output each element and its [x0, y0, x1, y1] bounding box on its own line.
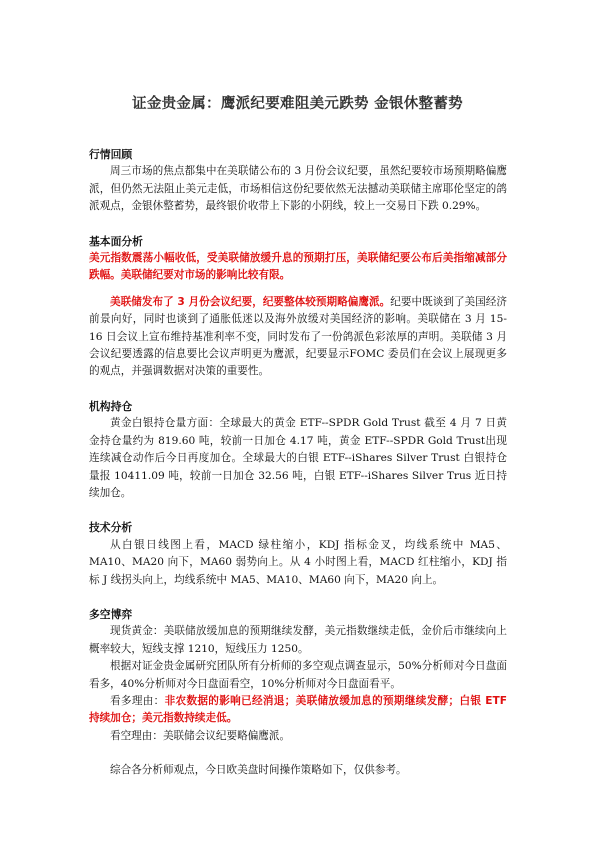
highlighted-text: 美联储发布了 3 月份会议纪要，纪要整体较预期略偏鹰派。 — [110, 295, 391, 308]
section-review — [89, 146, 507, 216]
paragraph: 周三市场的焦点都集中在美联储公布的 3 月份会议纪要，虽然纪要较市场预期略偏鹰派，但仍然无法阻止美元走低，市场相信这份纪要依然无法撼动美联储主席耶伦坚定的鸽派观点，金银休整蓄势，最终银价收带上下影的小阴线，较上一交易日下跌 0.29%。 — [89, 165, 507, 213]
section-heading: 行情回顾 — [89, 148, 133, 161]
bull-label: 看多理由： — [110, 694, 165, 707]
paragraph: 看空理由：美联储会议纪要略偏鹰派。 — [110, 729, 291, 742]
page-title: 证金贵金属：鹰派纪要难阻美元跌势 金银休整蓄势 — [132, 96, 463, 112]
section-heading: 技术分析 — [89, 521, 133, 535]
section-heading: 机构持仓 — [89, 399, 133, 413]
section-technical — [89, 519, 507, 589]
paragraph: 根据对证金贵金属研究团队所有分析师的多空观点调查显示，50%分析师对今日盘面看多，40%分析师对今日盘面看空，10%分析师对今日盘面看平。 — [89, 660, 507, 690]
paragraph — [89, 294, 507, 381]
highlighted-text: 美元指数震荡小幅收低，受美联储放缓升息的预期打压，美联储纪要公布后美指缩减部分跌幅。美联储纪要对市场的影响比较有限。 — [89, 252, 507, 282]
paragraph — [89, 250, 507, 285]
summary-paragraph: 综合各分析师观点，今日欧美盘时间操作策略如下，仅供参考。 — [110, 764, 407, 777]
paragraph: 从白银日线图上看，MACD 绿柱缩小，KDJ 指标金叉，均线系统中 MA5、MA10、MA20 向下，MA60 弱势向上。从 4 小时图上看，MACD 红柱缩小，KDJ 指标 J 线拐头向上，均线系统中 MA5、MA10、MA60 向下，MA20 向上。 — [89, 538, 507, 586]
paragraph — [89, 693, 507, 728]
section-holdings — [89, 398, 507, 502]
paragraph: 黄金白银持仓量方面：全球最大的黄金 ETF--SPDR Gold Trust 截至 4 月 7 日黄金持仓量约为 819.60 吨，较前一日加仓 4.17 吨，黄金 ETF--SPDR Gold Trust出现连续减仓动作后今日再度加仓。全球最大的白银 ETF--iShares Silver Trust 白银持仓量报 10411.09 吨，较前一日加仓 32.56 吨，白银 ETF--iShares Silver Trus 近日持续加仓。 — [89, 417, 507, 499]
section-heading: 基本面分析 — [89, 234, 143, 248]
section-game — [89, 606, 507, 745]
section-fundamental — [89, 233, 507, 381]
paragraph-text: 纪要中既谈到了美国经济前景向好，同时也谈到了通胀低迷以及海外放缓对美国经济的影响。美联储在 3 月 15-16 日会议上宣布维持基准利率不变，同时发布了一份鸽派色彩浓厚的声明。美联储 3 月会议纪要透露的信息要比会议声明更为鹰派，纪要显示FOMC 委员们在会议上展现更多的观点，并强调数据对决策的重要性。 — [89, 295, 508, 378]
highlighted-text: 非农数据的影响已经消退；美联储放缓加息的预期继续发酵；白银 ETF 持续加仓；美元指数持续走低。 — [89, 694, 508, 725]
section-heading: 多空博弈 — [89, 607, 133, 621]
report-body — [89, 146, 507, 780]
paragraph: 现货黄金：美联储放缓加息的预期继续发酵，美元指数继续走低，金价后市继续向上概率较大，短线支撑 1210，短线压力 1250。 — [89, 625, 507, 655]
